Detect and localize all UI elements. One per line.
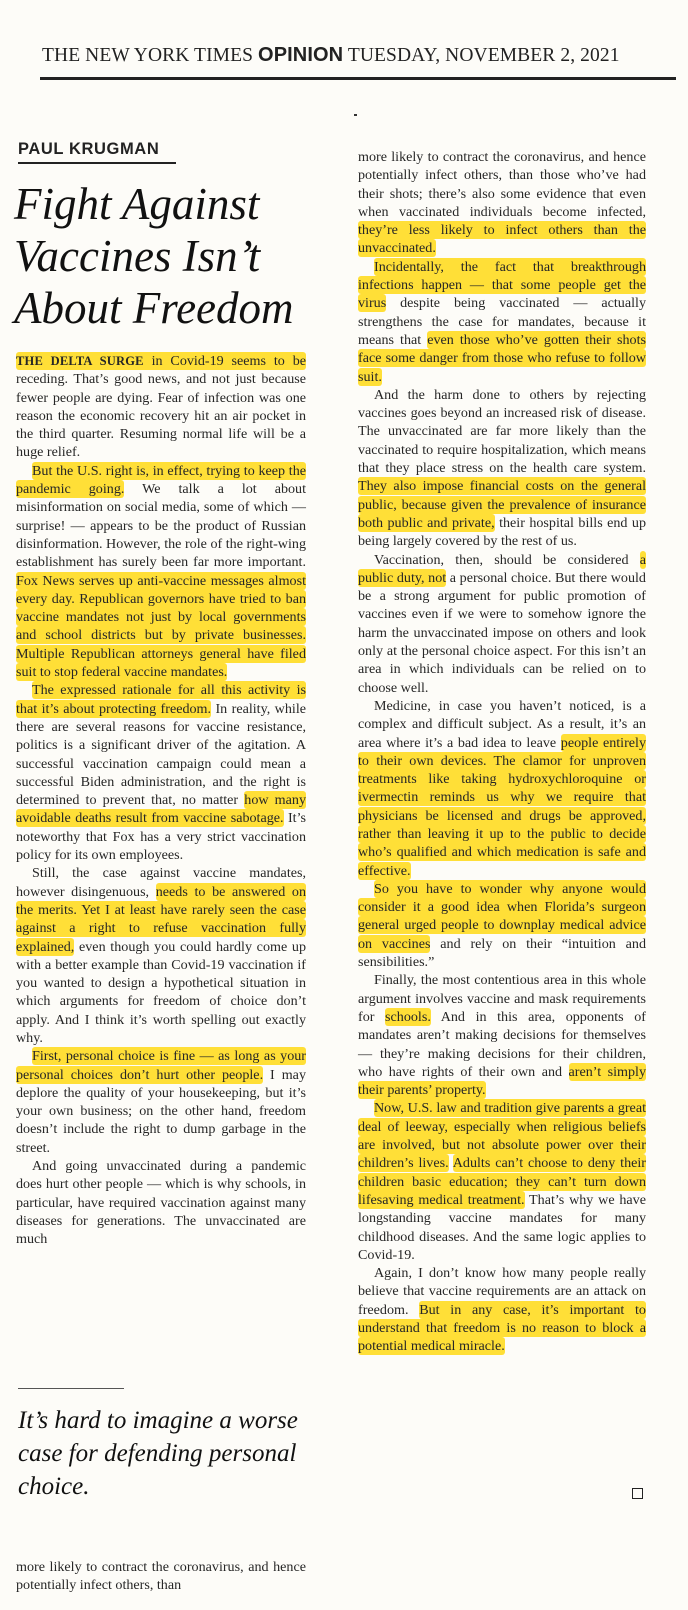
paragraph: Still, the case against vaccine mandates, however disingenuous, needs to be answered on the merits. Yet I at least have rarely seen the case against a right to refuse vaccination fully explained, even though you could hardly come up with a better example than Covid-19 vaccination if you wanted to design a hypothetical situation in which arguments for freedom of choice don’t apply. And I think it’s worth spelling out exactly why. <box>16 865 306 1046</box>
masthead-rule <box>40 77 676 80</box>
masthead-section: OPINION <box>258 44 344 66</box>
paragraph: And going unvaccinated during a pandemic does hurt other people — which is why schools, in particular, have required vaccination against many diseases for generations. The unvaccinated are much <box>16 1158 306 1248</box>
masthead-paper: THE NEW YORK TIMES <box>42 45 254 66</box>
paragraph: Medicine, in case you haven’t noticed, is a complex and difficult subject. As a result, it’s an area where it’s a bad idea to leave people entirely to their own devices. The clamor for unproven treatments like taking hydroxychloroquine or ivermectin reminds us why we require that physicians be licensed and drugs be approved, rather than leaving it up to the public to decide who’s qualified and which medication is safe and effective. <box>358 697 647 879</box>
highlight: a public duty, not <box>358 551 646 586</box>
highlight: THE DELTA SURGE in Covid-19 seems to be <box>16 353 306 369</box>
highlight: Adults can’t choose to deny their children basic education; they can’t turn down lifesaving medical treatment. <box>358 1155 646 1208</box>
pull-quote-rule <box>18 1388 124 1389</box>
paragraph: The expressed rationale for all this activity is that it’s about protecting freedom. In reality, while there are several reasons for vaccine resistance, politics is a significant driver of the agitation. A successful vaccination campaign could mean a successful Biden administration, and the right is determined to prevent that, no matter how many avoidable deaths result from vaccine sabotage. It’s noteworthy that Fox has a very strict vaccination policy for its own employees. <box>16 682 306 864</box>
lead-in: THE DELTA SURGE <box>16 354 144 368</box>
highlight: how many avoidable deaths result from vaccine sabotage. <box>16 792 306 827</box>
end-mark-icon <box>632 1488 643 1499</box>
highlight: schools. <box>385 1008 431 1025</box>
highlight: Fox News serves up anti-vaccine messages almost every day. Republican governors have tried to ban vaccine mandates not just by local governments and school districts but by private businesses. Multiple Republican attorneys general have filed suit to stop federal vaccine mandates. <box>16 572 306 681</box>
paragraph: So you have to wonder why anyone would consider it a good idea when Florida’s surgeon general urged people to downplay medical advice on vaccines and rely on their “intuition and sensibilities.” <box>358 880 646 971</box>
paragraph: more likely to contract the coronavirus, and hence potentially infect others, than those who’ve had their shots; there’s also some evidence that even when vaccinated individuals become infected, they’re less likely to infect others than the unvaccinated. <box>358 149 646 257</box>
paragraph: Now, U.S. law and tradition give parents a great deal of leeway, especially when religious beliefs are involved, but not absolute power over their children’s lives. Adults can’t choose to deny their children basic education; they can’t turn down lifesaving medical treatment. That’s why we have longstanding vaccine mandates for many childhood diseases. And the same logic applies to Covid-19. <box>358 1100 646 1263</box>
byline: PAUL KRUGMAN <box>18 140 160 158</box>
paragraph: Vaccination, then, should be considered a public duty, not a personal choice. But there would be a strong argument for public promotion of vaccines even if we were to somehow ignore the harm the unvaccinated impose on others and look only at the personal choice aspect. For this isn’t an area in which individuals can be relied on to choose well. <box>358 551 646 696</box>
highlight: They also impose financial costs on the general public, because given the prevalence of insurance both public and private, <box>358 478 646 531</box>
highlight: even those who’ve gotten their shots face some danger from those who refuse to follow suit. <box>358 331 646 385</box>
paragraph: First, personal choice is fine — as long as your personal choices don’t hurt other people. I may deplore the quality of your housekeeping, but it’s your own business; on the other hand, freedom doesn’t include the right to dump garbage in the street. <box>16 1048 306 1156</box>
pull-quote: It’s hard to imagine a worse case for defending personal choice. <box>18 1407 298 1500</box>
highlight: people entirely to their own devices. The clamor for unproven treatments like taking hydroxychloroquine or ivermectin reminds us why we require that physicians be licensed and drugs be approved, rather than leaving it up to the public to decide who’s qualified and which medication is safe and effective. <box>358 734 647 879</box>
masthead-date: TUESDAY, NOVEMBER 2, 2021 <box>347 45 620 66</box>
masthead <box>42 44 670 67</box>
highlight: aren’t simply their parents’ property. <box>358 1063 646 1099</box>
article-continuation <box>16 1558 306 1595</box>
highlight: needs to be answered on the merits. Yet I at least have rarely seen the case against a right to refuse vaccination fully explained, <box>16 883 306 955</box>
paragraph: And the harm done to others by rejecting vaccines goes beyond an increased risk of disease. The unvaccinated are far more likely than the vaccinated to require hospitalization, which means that they place stress on the health care system. They also impose financial costs on the general public, because given the prevalence of insurance both public and private, their hospital bills end up being largely covered by the rest of us. <box>358 386 647 550</box>
print-mark <box>354 114 357 116</box>
paragraph: Again, I don’t know how many people really believe that vaccine requirements are an attack on freedom. But in any case, it’s important to understand that freedom is no reason to block a potential medical miracle. <box>358 1265 646 1355</box>
highlight: Now, U.S. law and tradition give parents a great deal of leeway, especially when religious beliefs are involved, but not absolute power over their children’s lives. <box>358 1100 646 1172</box>
paragraph: Finally, the most contentious area in this whole argument involves vaccine and mask requirements for schools. And in this area, opponents of mandates aren’t making decisions for themselves — they’re making decisions for their children, who have rights of their own and aren’t simply their parents’ property. <box>358 972 646 1099</box>
paragraph: Incidentally, the fact that breakthrough infections happen — that some people get the virus despite being vaccinated — actually strengthens the case for mandates, because it means that even those who’ve gotten their shots face some danger from those who refuse to follow suit. <box>358 258 646 385</box>
highlight: So you have to wonder why anyone would consider it a good idea when Florida’s surgeon general urged people to downplay medical advice on vaccines <box>358 880 646 952</box>
byline-rule <box>18 162 176 164</box>
highlight: they’re less likely to infect others than the unvaccinated. <box>358 222 646 257</box>
highlight: But in any case, it’s important to understand that freedom is no reason to block a potential medical miracle. <box>358 1301 646 1355</box>
highlight: But the U.S. right is, in effect, trying to keep the pandemic going. <box>16 462 306 498</box>
article-column-left <box>16 352 306 1249</box>
paragraph: more likely to contract the coronavirus, and hence potentially infect others, than <box>16 1559 306 1594</box>
highlight: Incidentally, the fact that breakthrough infections happen — that some people get the virus <box>358 258 646 312</box>
paragraph: THE DELTA SURGE in Covid-19 seems to be receding. That’s good news, and not just because fewer people are dying. Fear of infection was one reason the economic recovery hit an air pocket in the third quarter. Resuming normal life will be a huge relief. <box>16 353 306 461</box>
headline: Fight Against Vaccines Isn’t About Freedom <box>14 179 294 333</box>
highlight: The expressed rationale for all this activity is that it’s about protecting freedom. <box>16 682 306 717</box>
article-column-right <box>358 148 646 1356</box>
paragraph: But the U.S. right is, in effect, trying to keep the pandemic going. We talk a lot about misinformation on social media, some of which — surprise! — appears to be the product of Russian disinformation. However, the role of the right-wing establishment has surely been far more important. Fox News serves up anti-vaccine messages almost every day. Republican governors have tried to ban vaccine mandates not just by local governments and school districts but by private businesses. Multiple Republican attorneys general have filed suit to stop federal vaccine mandates. <box>16 462 307 681</box>
highlight: First, personal choice is fine — as long as your personal choices don’t hurt other people. <box>16 1048 306 1083</box>
